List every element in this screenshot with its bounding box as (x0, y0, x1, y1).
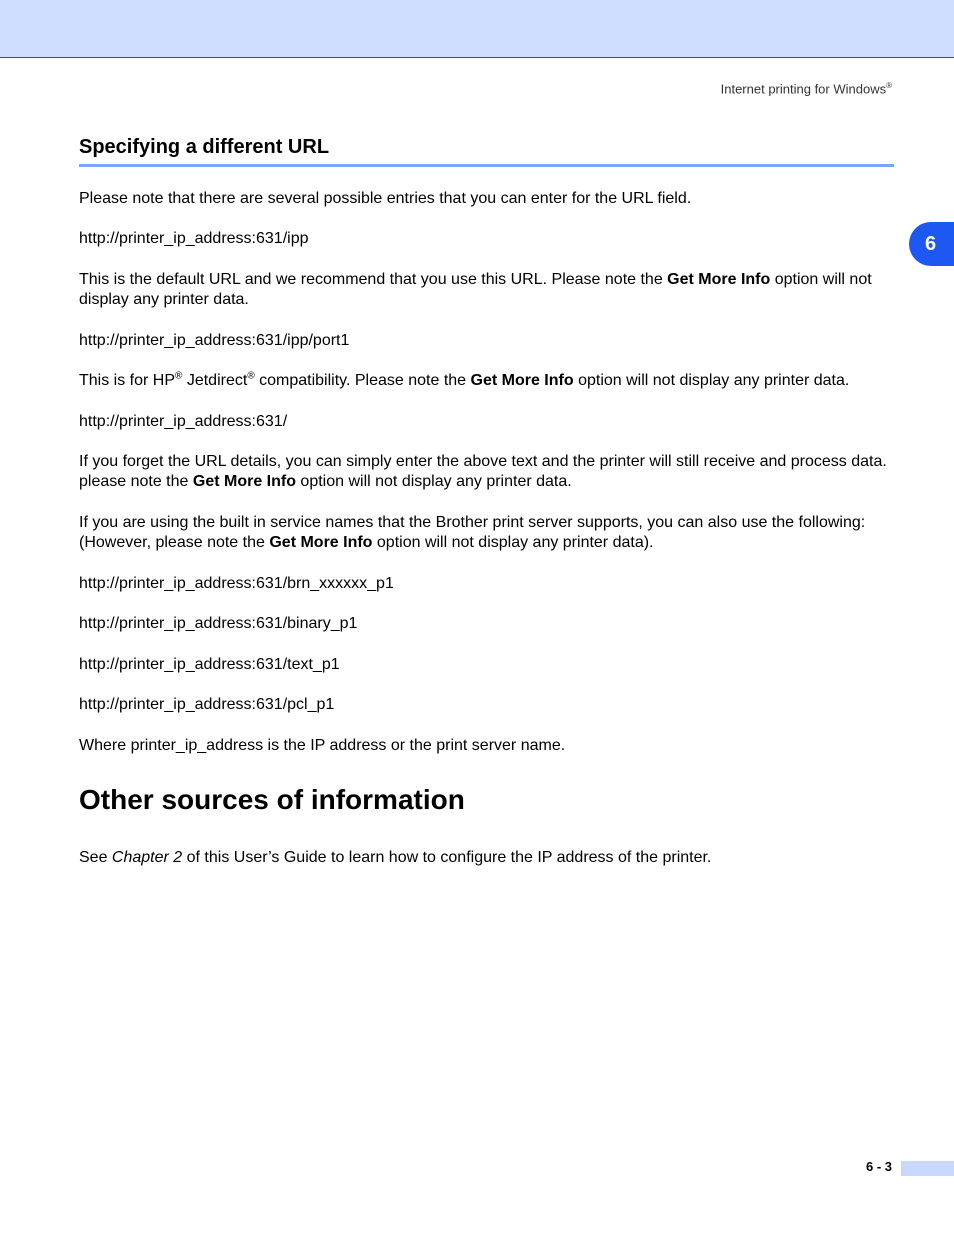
get-more-info-label: Get More Info (192, 473, 296, 490)
get-more-info-label: Get More Info (667, 271, 771, 288)
url-ipp: http://printer_ip_address:631/ipp (79, 230, 309, 247)
page-number: 6 - 3 (865, 1159, 892, 1174)
section-heading: Specifying a different URL (79, 136, 894, 167)
intro-paragraph: Please note that there are several possible entries that you can enter for the URL field. (79, 190, 692, 207)
footer-bar (901, 1161, 954, 1176)
url-pcl: http://printer_ip_address:631/pcl_p1 (79, 696, 335, 713)
jetdirect-text-b: Jetdirect (182, 372, 248, 389)
jetdirect-text-d: option will not display any printer data. (573, 372, 850, 389)
jetdirect-text-a: This is for HP (79, 372, 176, 389)
registered-mark: ® (886, 81, 892, 90)
other-sources-heading: Other sources of information (79, 784, 465, 815)
where-note: Where printer_ip_address is the IP address or the print server name. (79, 737, 566, 754)
url-brn: http://printer_ip_address:631/brn_xxxxxx_p1 (79, 575, 394, 592)
other-sources-paragraph (79, 848, 894, 868)
default-url-paragraph (79, 270, 894, 310)
default-url-text-b: option will not display any printer data. (79, 271, 872, 308)
service-names-text-a: If you are using the built in service names that the Brother print server supports, you can also use the following: (However, please note the (79, 514, 866, 551)
header-band (0, 0, 954, 58)
jetdirect-paragraph (79, 371, 894, 391)
service-names-text-b: option will not display any printer data). (372, 534, 654, 551)
get-more-info-label: Get More Info (470, 372, 574, 389)
service-names-paragraph (79, 513, 894, 553)
registered-mark: ® (247, 370, 255, 382)
forget-url-text-a: If you forget the URL details, you can simply enter the above text and the printer will still receive and process data. please note the (79, 453, 887, 490)
jetdirect-text-c: compatibility. Please note the (254, 372, 471, 389)
running-header (721, 81, 892, 96)
forget-url-text-b: option will not display any printer data. (295, 473, 572, 490)
url-text: http://printer_ip_address:631/text_p1 (79, 656, 340, 673)
url-binary: http://printer_ip_address:631/binary_p1 (79, 615, 358, 632)
other-sources-text-b: of this User’s Guide to learn how to configure the IP address of the printer. (182, 849, 712, 866)
get-more-info-label: Get More Info (269, 534, 373, 551)
url-root: http://printer_ip_address:631/ (79, 413, 288, 430)
running-header-text: Internet printing for Windows (720, 81, 887, 97)
url-ipp-port1: http://printer_ip_address:631/ipp/port1 (79, 332, 350, 349)
chapter-reference: Chapter 2 (111, 849, 183, 866)
forget-url-paragraph (79, 452, 894, 492)
other-sources-text-a: See (79, 849, 112, 866)
chapter-tab (909, 222, 954, 266)
registered-mark: ® (175, 370, 183, 382)
default-url-text-a: This is the default URL and we recommend that you use this URL. Please note the (79, 271, 668, 288)
page-content (79, 136, 894, 868)
chapter-number: 6 (925, 233, 937, 255)
